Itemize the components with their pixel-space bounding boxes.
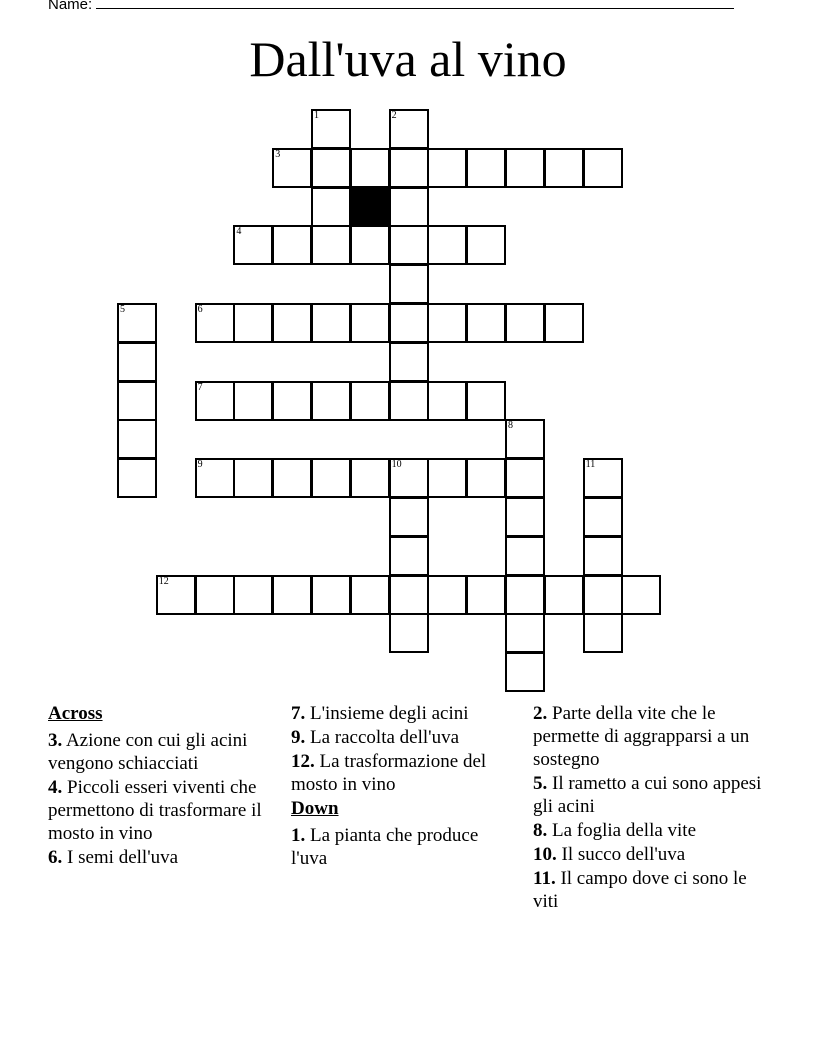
grid-cell[interactable]	[272, 225, 312, 265]
clue-text: Il succo dell'uva	[561, 844, 686, 865]
clue-number: 8.	[533, 820, 548, 841]
grid-cell[interactable]	[505, 536, 545, 576]
grid-cell[interactable]	[466, 381, 506, 421]
grid-cell[interactable]	[466, 303, 506, 343]
grid-cell[interactable]	[195, 458, 235, 498]
grid-cell[interactable]	[544, 148, 584, 188]
grid-cell[interactable]	[272, 575, 312, 615]
clue-down-5	[533, 772, 763, 818]
cell-number: 11	[585, 459, 596, 471]
grid-cell[interactable]	[544, 575, 584, 615]
grid-cell[interactable]	[117, 342, 157, 382]
grid-cell[interactable]	[621, 575, 661, 615]
grid-cell[interactable]	[505, 303, 545, 343]
clue-text: La trasformazione del mosto in vino	[291, 751, 487, 795]
grid-cell[interactable]	[117, 303, 157, 343]
grid-cell[interactable]	[350, 575, 390, 615]
clue-text: La raccolta dell'uva	[310, 727, 460, 748]
clue-text: La pianta che produce l'uva	[291, 825, 479, 869]
grid-cell[interactable]	[195, 303, 235, 343]
clue-text: Azione con cui gli acini vengono schiacciati	[48, 730, 248, 774]
grid-cell[interactable]	[311, 303, 351, 343]
grid-cell[interactable]	[389, 342, 429, 382]
grid-cell[interactable]	[427, 575, 467, 615]
grid-cell[interactable]	[466, 458, 506, 498]
cell-number: 4	[236, 226, 242, 238]
grid-cell[interactable]	[233, 458, 273, 498]
grid-cell[interactable]	[389, 264, 429, 304]
grid-cell[interactable]	[466, 225, 506, 265]
grid-cell[interactable]	[233, 575, 273, 615]
grid-cell[interactable]	[311, 187, 351, 227]
cell-number: 8	[508, 420, 513, 432]
clue-down-1	[291, 824, 516, 870]
grid-cell[interactable]	[427, 225, 467, 265]
grid-cell[interactable]	[117, 419, 157, 459]
clue-down-8	[533, 819, 763, 842]
clue-across-7	[291, 702, 516, 725]
grid-cell[interactable]	[583, 536, 623, 576]
cell-number: 9	[197, 459, 203, 471]
grid-cell[interactable]	[389, 497, 429, 537]
grid-cell[interactable]	[156, 575, 196, 615]
grid-cell[interactable]	[505, 575, 545, 615]
cell-number: 2	[391, 110, 397, 121]
grid-cell[interactable]	[583, 458, 623, 498]
grid-cell[interactable]	[389, 458, 429, 498]
cell-number: 1	[314, 110, 319, 121]
grid-cell[interactable]	[272, 303, 312, 343]
grid-cell[interactable]	[311, 109, 351, 149]
grid-cell[interactable]	[195, 575, 235, 615]
grid-cell[interactable]	[389, 148, 429, 188]
grid-cell[interactable]	[350, 148, 390, 188]
clue-number: 2.	[533, 703, 548, 724]
grid-cell[interactable]	[389, 303, 429, 343]
grid-cell[interactable]	[117, 458, 157, 498]
clue-number: 11.	[533, 868, 556, 889]
grid-cell[interactable]	[389, 575, 429, 615]
cell-number: 3	[275, 148, 281, 160]
cell-number: 10	[391, 459, 402, 471]
clue-number: 12.	[291, 751, 315, 772]
clue-number: 5.	[533, 773, 548, 794]
grid-cell[interactable]	[583, 497, 623, 537]
clue-number: 3.	[48, 730, 63, 751]
clue-text: La foglia della vite	[552, 820, 697, 841]
grid-cell[interactable]	[427, 458, 467, 498]
grid-cell[interactable]	[505, 419, 545, 459]
grid-cell[interactable]	[505, 652, 545, 692]
grid-cell[interactable]	[583, 148, 623, 188]
grid-cell[interactable]	[427, 381, 467, 421]
grid-cell[interactable]	[311, 575, 351, 615]
clue-number: 7.	[291, 703, 306, 724]
clue-text: Il rametto a cui sono appesi gli acini	[533, 773, 762, 817]
cell-number: 7	[197, 381, 203, 393]
clues-column-3	[533, 702, 763, 914]
clue-text: L'insieme degli acini	[310, 703, 469, 724]
grid-cell[interactable]	[233, 381, 273, 421]
grid-cell[interactable]	[389, 381, 429, 421]
clue-across-6	[48, 846, 273, 869]
clue-across-12	[291, 750, 516, 796]
grid-cell[interactable]	[233, 303, 273, 343]
grid-cell[interactable]	[466, 148, 506, 188]
cell-number: 5	[120, 304, 125, 315]
grid-cell[interactable]	[311, 381, 351, 421]
black-square	[350, 187, 390, 227]
grid-cell[interactable]	[195, 381, 235, 421]
grid-cell[interactable]	[505, 458, 545, 498]
grid-cell[interactable]	[389, 613, 429, 653]
grid-cell[interactable]	[389, 187, 429, 227]
grid-cell[interactable]	[272, 458, 312, 498]
grid-cell[interactable]	[350, 225, 390, 265]
grid-cell[interactable]	[544, 303, 584, 343]
cell-number: 12	[158, 575, 169, 587]
clues-column-2	[291, 702, 516, 871]
clues-column-1	[48, 702, 273, 870]
clue-number: 10.	[533, 844, 557, 865]
clue-across-4	[48, 776, 273, 845]
clue-across-9	[291, 726, 516, 749]
clue-down-10	[533, 843, 763, 866]
grid-cell[interactable]	[505, 613, 545, 653]
grid-cell[interactable]	[583, 613, 623, 653]
grid-cell[interactable]	[389, 536, 429, 576]
grid-cell[interactable]	[505, 148, 545, 188]
page-title: Dall'uva al vino	[249, 31, 567, 87]
clue-number: 9.	[291, 727, 306, 748]
name-line[interactable]	[96, 0, 734, 9]
grid-cell[interactable]	[350, 458, 390, 498]
grid-cell[interactable]	[583, 575, 623, 615]
clue-number: 6.	[48, 847, 63, 868]
grid-cell[interactable]	[233, 225, 273, 265]
clue-text: Parte della vite che le permette di aggrapparsi a un sostegno	[533, 703, 750, 770]
clue-down-11	[533, 867, 763, 913]
grid-cell[interactable]	[505, 497, 545, 537]
grid-cell[interactable]	[117, 381, 157, 421]
clue-text: I semi dell'uva	[67, 847, 179, 868]
grid-cell[interactable]	[272, 148, 312, 188]
clue-number: 4.	[48, 777, 63, 798]
grid-cell[interactable]	[272, 381, 312, 421]
grid-cell[interactable]	[427, 148, 467, 188]
grid-cell[interactable]	[389, 225, 429, 265]
clue-number: 1.	[291, 825, 306, 846]
grid-cell[interactable]	[350, 303, 390, 343]
grid-cell[interactable]	[350, 381, 390, 421]
grid-cell[interactable]	[389, 109, 429, 149]
name-field[interactable]	[48, 0, 734, 13]
down-heading: Down	[291, 798, 339, 819]
grid-cell[interactable]	[466, 575, 506, 615]
name-label: Name:	[48, 0, 93, 13]
grid-cell[interactable]	[311, 458, 351, 498]
grid-cell[interactable]	[311, 225, 351, 265]
cell-number: 6	[197, 304, 203, 315]
across-heading: Across	[48, 703, 103, 724]
clue-text: Il campo dove ci sono le viti	[533, 868, 747, 912]
clue-text: Piccoli esseri viventi che permettono di trasformare il mosto in vino	[48, 777, 262, 844]
grid-cell[interactable]	[427, 303, 467, 343]
grid-cell[interactable]	[311, 148, 351, 188]
clue-down-2	[533, 702, 763, 771]
clue-across-3	[48, 729, 273, 775]
